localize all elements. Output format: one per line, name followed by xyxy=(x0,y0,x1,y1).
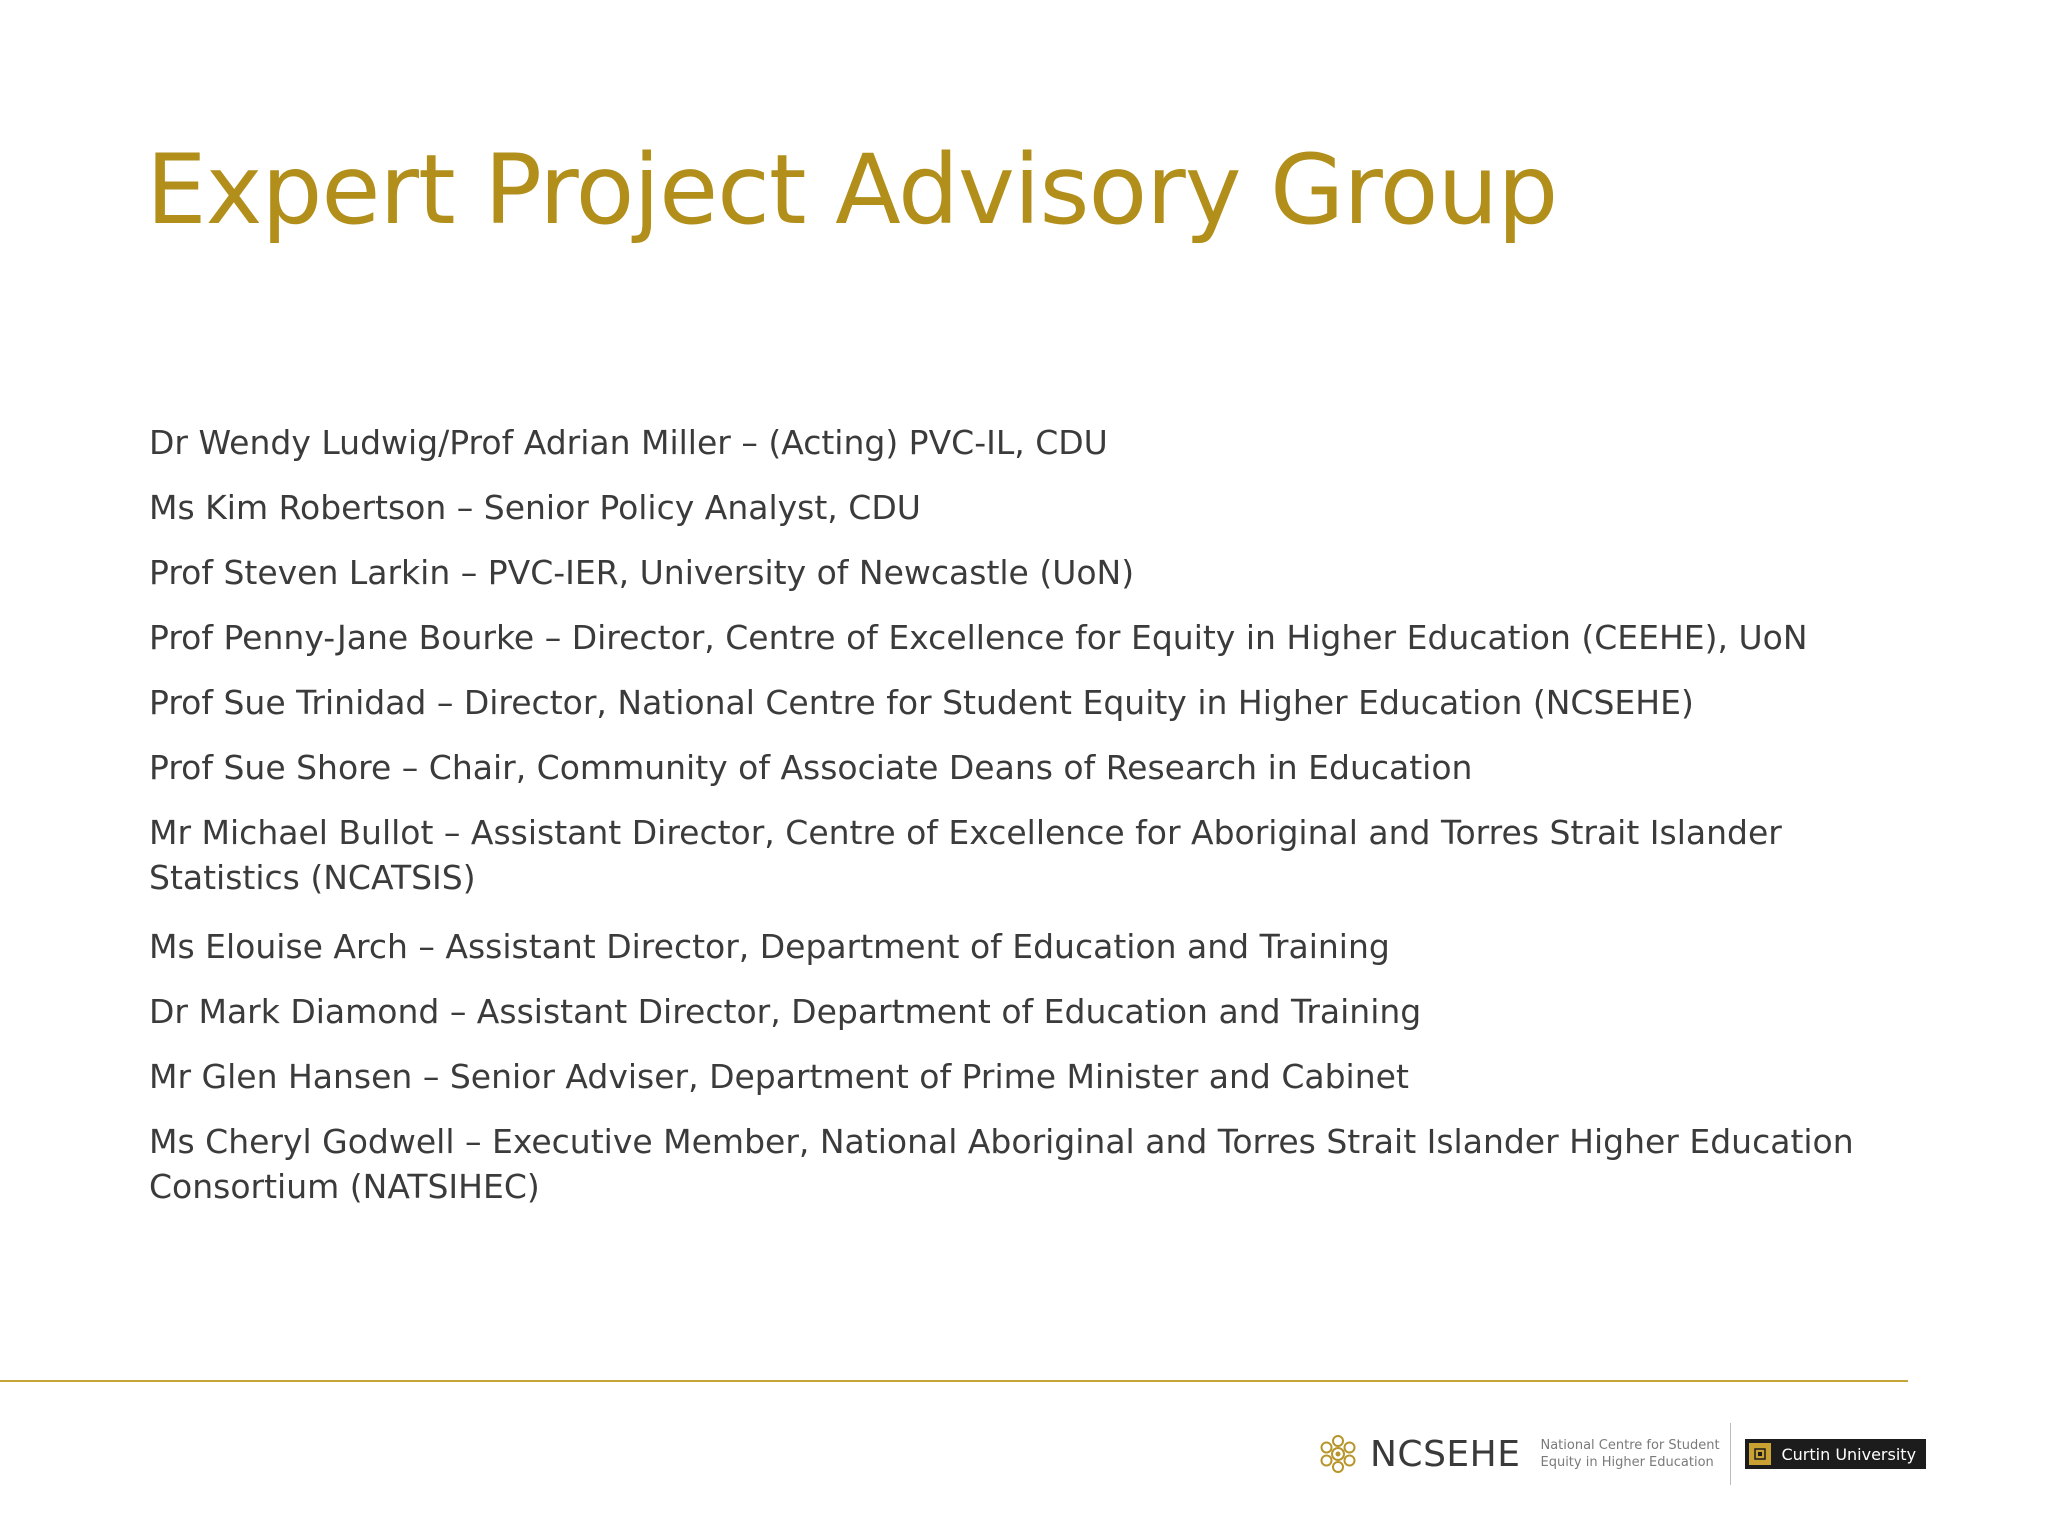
footer-logos xyxy=(1314,1426,1926,1482)
advisory-member-list xyxy=(149,420,1869,1233)
member-item: Prof Penny-Jane Bourke – Director, Centre of Excellence for Equity in Higher Education (CEEHE), UoN xyxy=(149,618,1808,657)
curtin-logo xyxy=(1745,1439,1926,1469)
member-item: Dr Mark Diamond – Assistant Director, Department of Education and Training xyxy=(149,992,1422,1031)
member-item: Mr Glen Hansen – Senior Adviser, Department of Prime Minister and Cabinet xyxy=(149,1057,1409,1096)
member-item: Ms Cheryl Godwell – Executive Member, National Aboriginal and Torres Strait Islander Higher Education Consortium (NATSIHEC) xyxy=(149,1122,1854,1206)
member-item: Prof Steven Larkin – PVC-IER, University of Newcastle (UoN) xyxy=(149,553,1135,592)
logo-divider xyxy=(1730,1423,1731,1485)
ncsehe-tagline-line: Equity in Higher Education xyxy=(1540,1455,1714,1470)
curtin-crest-icon xyxy=(1749,1443,1771,1465)
curtin-wordmark: Curtin University xyxy=(1781,1444,1917,1464)
ncsehe-logo-icon xyxy=(1314,1430,1362,1478)
member-item: Dr Wendy Ludwig/Prof Adrian Miller – (Acting) PVC-IL, CDU xyxy=(149,423,1108,462)
member-item: Prof Sue Trinidad – Director, National Centre for Student Equity in Higher Education (NCSEHE) xyxy=(149,683,1694,722)
member-item: Prof Sue Shore – Chair, Community of Associate Deans of Research in Education xyxy=(149,748,1473,787)
member-item: Mr Michael Bullot – Assistant Director, Centre of Excellence for Aboriginal and Torres Strait Islander Statistics (NCATSIS) xyxy=(149,813,1782,897)
ncsehe-tagline xyxy=(1540,1437,1720,1471)
ncsehe-wordmark: NCSEHE xyxy=(1370,1433,1521,1475)
member-item: Ms Kim Robertson – Senior Policy Analyst, CDU xyxy=(149,488,921,527)
ncsehe-tagline-line: National Centre for Student xyxy=(1540,1438,1720,1453)
slide-title: Expert Project Advisory Group xyxy=(146,134,1558,246)
member-item: Ms Elouise Arch – Assistant Director, Department of Education and Training xyxy=(149,927,1390,966)
footer-divider xyxy=(0,1380,1908,1382)
